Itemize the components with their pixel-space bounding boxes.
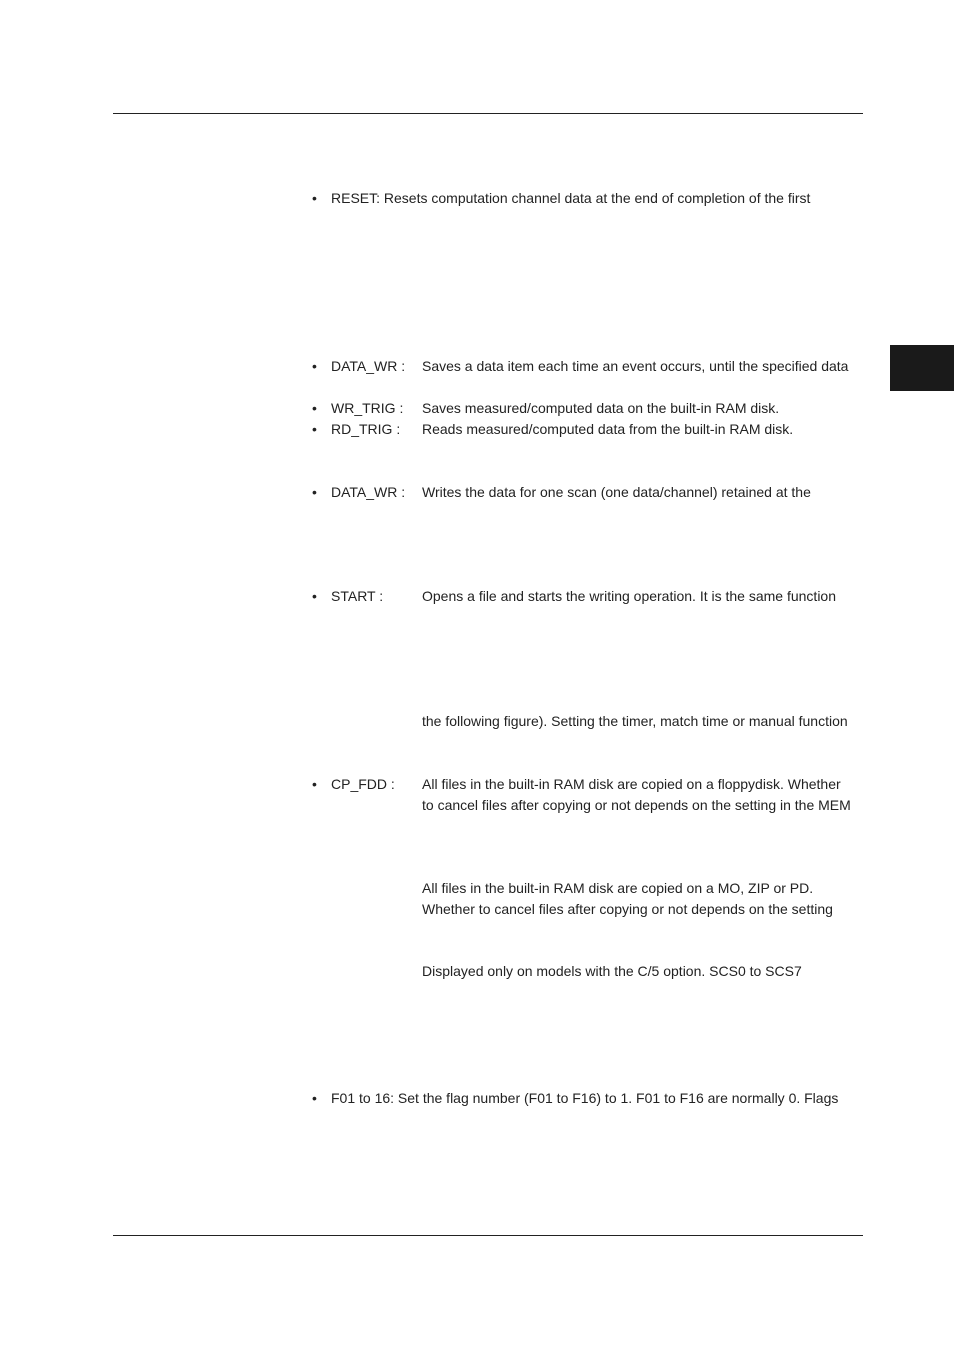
rd-trig-term: RD_TRIG : bbox=[331, 421, 401, 437]
bullet-glyph: • bbox=[312, 421, 317, 437]
header-rule bbox=[113, 113, 863, 114]
c5-option-description: Displayed only on models with the C/5 option. SCS0 to SCS7 bbox=[422, 963, 802, 979]
bullet-glyph: • bbox=[312, 588, 317, 604]
cp-fdd-term: CP_FDD : bbox=[331, 776, 395, 792]
bullet-glyph: • bbox=[312, 1090, 317, 1106]
flag-description: F01 to 16: Set the flag number (F01 to F16) to 1. F01 to F16 are normally 0. Flags bbox=[331, 1090, 839, 1106]
data-wr-term: DATA_WR : bbox=[331, 484, 406, 500]
wr-trig-description: Saves measured/computed data on the built-in RAM disk. bbox=[422, 400, 780, 416]
start-term: START : bbox=[331, 588, 384, 604]
data-wr-term: DATA_WR : bbox=[331, 358, 406, 374]
cp-fdd-description-line-2: to cancel files after copying or not depends on the setting in the MEM bbox=[422, 797, 851, 813]
bullet-glyph: • bbox=[312, 484, 317, 500]
reset-description: RESET: Resets computation channel data at the end of completion of the first bbox=[331, 190, 811, 206]
bullet-glyph: • bbox=[312, 358, 317, 374]
cp-fdd-description: All files in the built-in RAM disk are copied on a floppydisk. Whether bbox=[422, 776, 841, 792]
copy-media-description: All files in the built-in RAM disk are copied on a MO, ZIP or PD. bbox=[422, 880, 814, 896]
bullet-glyph: • bbox=[312, 400, 317, 416]
copy-media-description-line-2: Whether to cancel files after copying or not depends on the setting bbox=[422, 901, 833, 917]
bullet-glyph: • bbox=[312, 776, 317, 792]
footer-rule bbox=[113, 1235, 863, 1236]
data-wr-description: Writes the data for one scan (one data/channel) retained at the bbox=[422, 484, 811, 500]
data-wr-description: Saves a data item each time an event occurs, until the specified data bbox=[422, 358, 849, 374]
wr-trig-term: WR_TRIG : bbox=[331, 400, 404, 416]
bullet-glyph: • bbox=[312, 190, 317, 206]
start-description: Opens a file and starts the writing operation. It is the same function bbox=[422, 588, 836, 604]
chapter-tab-marker bbox=[890, 345, 954, 391]
start-continuation: the following figure). Setting the timer, match time or manual function bbox=[422, 713, 848, 729]
rd-trig-description: Reads measured/computed data from the built-in RAM disk. bbox=[422, 421, 794, 437]
